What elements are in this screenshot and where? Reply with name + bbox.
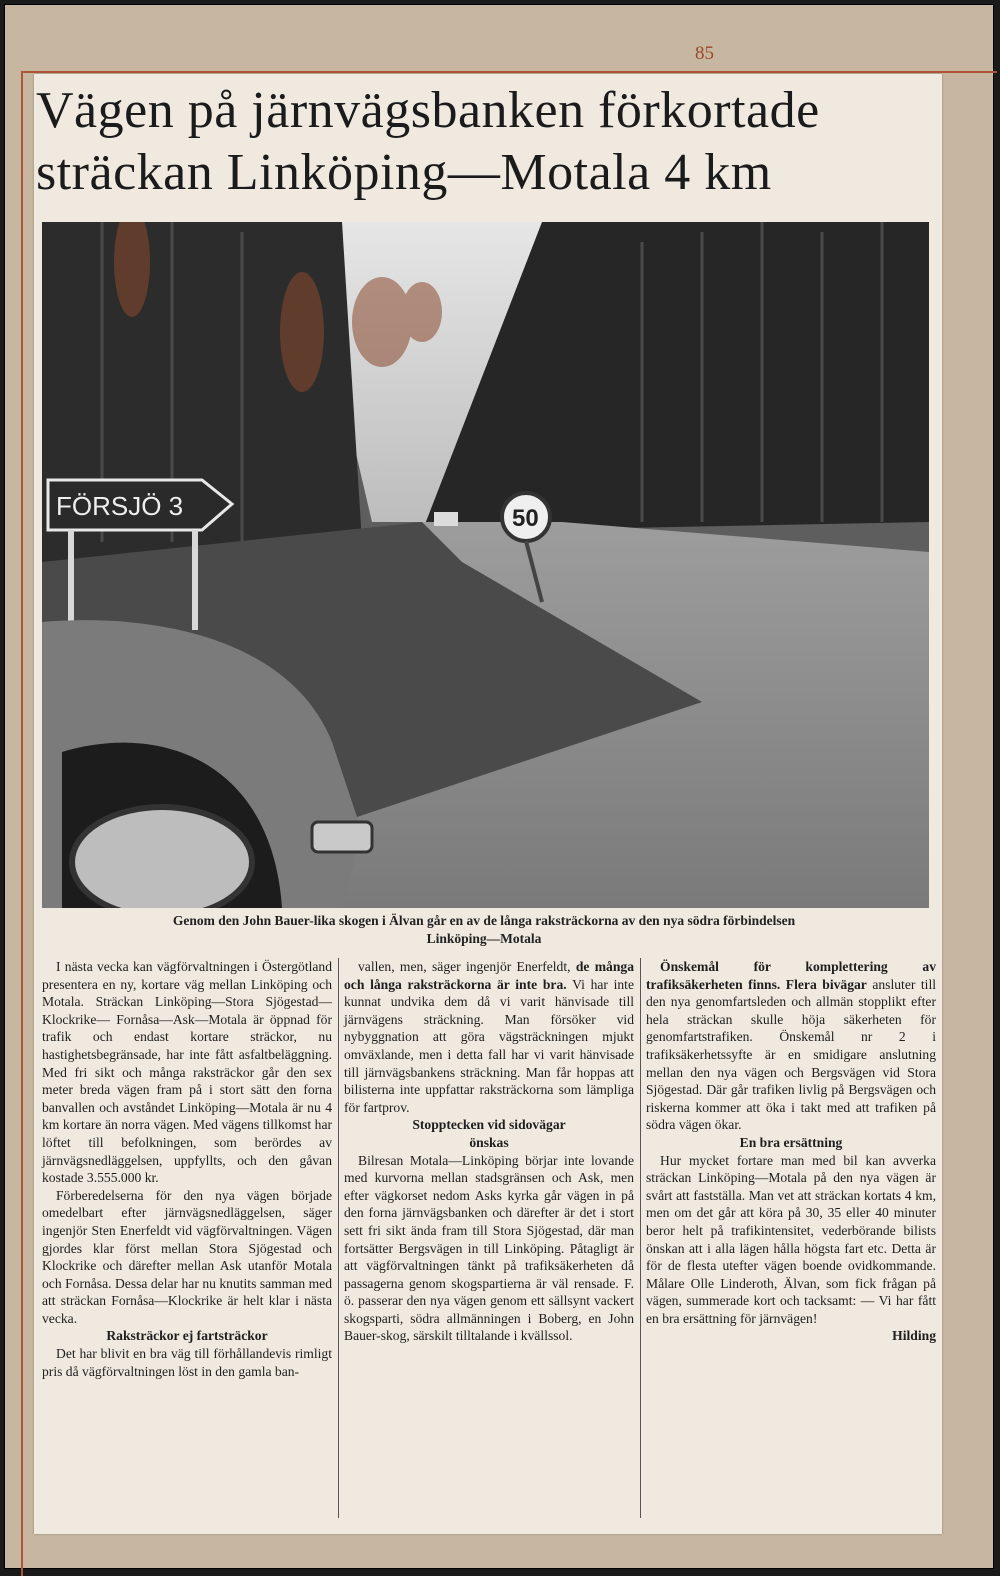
page-number: 85 <box>695 43 714 64</box>
subheading: En bra ersättning <box>739 1134 843 1150</box>
paragraph: Bilresan Motala—Linköping börjar inte lovande med kurvorna mellan stadsgränsen och Ask, men efter vägkorset nedom Asks kyrka går vägen in på den forna järnvägsbanken och därefter är det i stort sett fri sikt ända fram till Stora Sjögestad, där man fortsätter Bergsvägen in till Linköping. Påtagligt är att vägförvaltningen tänkt på trafiksäkerheten då passagerna genom skogspartierna är väl rensade. F. ö. passerar den nya vägen genom ett sällsynt vackert skogsparti, södra allmänningen i Boberg, en John Bauer-skog, särskilt tilltalande i kvällssol. <box>344 1152 634 1344</box>
speed-sign-text: 50 <box>512 505 539 532</box>
subheading: Raksträckor ej fartsträckor <box>106 1328 268 1344</box>
text-run: Vi har inte kunnat undvika dem då vi varit hänvisade till järnvägens sträckning. Man försöker vid nybyggnation att göra vägsträckningen mjukt omväxlande, men i detta fall har vi varit hänvisade till järnvägsbankens sträckning. Man får hoppas att bilisterna inte uppfattar raksträckorna som lämpliga för fartprov. <box>344 976 634 1115</box>
paragraph <box>646 958 936 1134</box>
headline <box>36 80 926 204</box>
subheading-line-1: Stopptecken vid sidovägar <box>412 1117 566 1133</box>
text-run: vallen, men, säger ingenjör Enerfeldt, <box>358 959 576 974</box>
caption-line-2: Linköping—Motala <box>426 931 542 946</box>
red-border-top <box>21 71 997 73</box>
column-divider <box>338 958 339 1518</box>
paragraph: Hur mycket fortare man med bil kan avverka sträckan Linköping—Motala på den nya vägen är svårt att fastställa. Man vet att sträckan kortats 4 km, men om det går att köra på 30, 35 eller 40 minuter beror helt på trafikintensitet, vederbörande bilists önskan att i alla lägen hålla högsta fart etc. Detta är för de flesta utefter vägen boende ovidkommande. Målare Olle Linderoth, Älvan, som fick frågan på vägen, summerade kort och tacksamt: — Vi har fått en bra ersättning för järnvägen! <box>646 1152 936 1326</box>
subheading-line-2: önskas <box>469 1134 509 1150</box>
author-signature: Hilding <box>892 1328 936 1344</box>
column-divider <box>640 958 641 1518</box>
column-1 <box>42 958 332 1523</box>
column-3 <box>646 958 936 1523</box>
paragraph <box>344 958 634 1116</box>
text-run: ansluter till den nya genomfartsleden och allmän stopplikt efter hela sträckan skulle höja säkerheten för genomfartstrafiken. Önskemål nr 2 i trafiksäkerhetssyfte är en smidigare anslutning mellan den nya vägen och Bergsvägen vid Stora Sjögestad. Där går trafiken livlig på Bergsvägen och riskerna kommer att öka i takt med att trafiken på södra vägen ökar. <box>646 976 937 1133</box>
red-border-left <box>21 71 23 1576</box>
photo-caption <box>44 912 924 948</box>
bold-text-run: de många och långa raksträckorna är inte bra. <box>344 959 634 992</box>
headline-line-1: Vägen på järnvägsbanken förkortade <box>36 82 820 139</box>
column-2 <box>344 958 634 1523</box>
paragraph: I nästa vecka kan vägförvaltningen i Östergötland presentera en ny, kortare väg mellan Linköping och Motala. Sträckan Linköping—Stora Sjögestad— Klockrike— Fornåsa—Ask—Motala är öppnad för trafik och endast kortare sträckor, nu hastighetsbegränsade, har inte fått asfaltbeläggning. Med fri sikt och många raksträckor går den sex meter breda vägen fram på i stort sätt den forna banvallen och avståndet Linköping—Motala är nu 4 km kortare än norra vägen. Med vägens tillkomst har löftet till befolkningen, som berördes av järnvägsnedläggelsen, uppfyllts, och den gåvan kostade 3.555.000 kr. <box>42 959 332 1186</box>
headline-line-2: sträckan Linköping—Motala 4 km <box>36 144 772 201</box>
paragraph: Förberedelserna för den nya vägen började omedelbart efter järnvägsnedläggelsen, säger ingenjör Sten Enerfeldt vid vägförvaltningen. Vägen gjordes klar först mellan Stora Sjögestad och Klockrike och därefter mellan Ask utanför Motala och Fornåsa. Dessa delar har nu knutits samman med att sträckan Fornåsa—Klockrike är helt klar i nästa vecka. <box>42 1187 332 1326</box>
bold-text-run: Önskemål för komplettering av trafiksäkerheten finns. Flera bivägar <box>646 959 936 992</box>
caption-line-1: Genom den John Bauer-lika skogen i Älvan går en av de långa raksträckorna av den nya södra förbindelsen <box>172 913 796 928</box>
article-body <box>42 958 937 1528</box>
paragraph: Det har blivit en bra väg till förhållandevis rimligt pris då vägförvaltningen löst in den gamla ban- <box>42 1346 332 1379</box>
article-photo <box>42 222 929 908</box>
subheading <box>344 1116 634 1151</box>
sign-text: FÖRSJÖ 3 <box>56 491 184 521</box>
photo-forest-road <box>42 222 929 908</box>
